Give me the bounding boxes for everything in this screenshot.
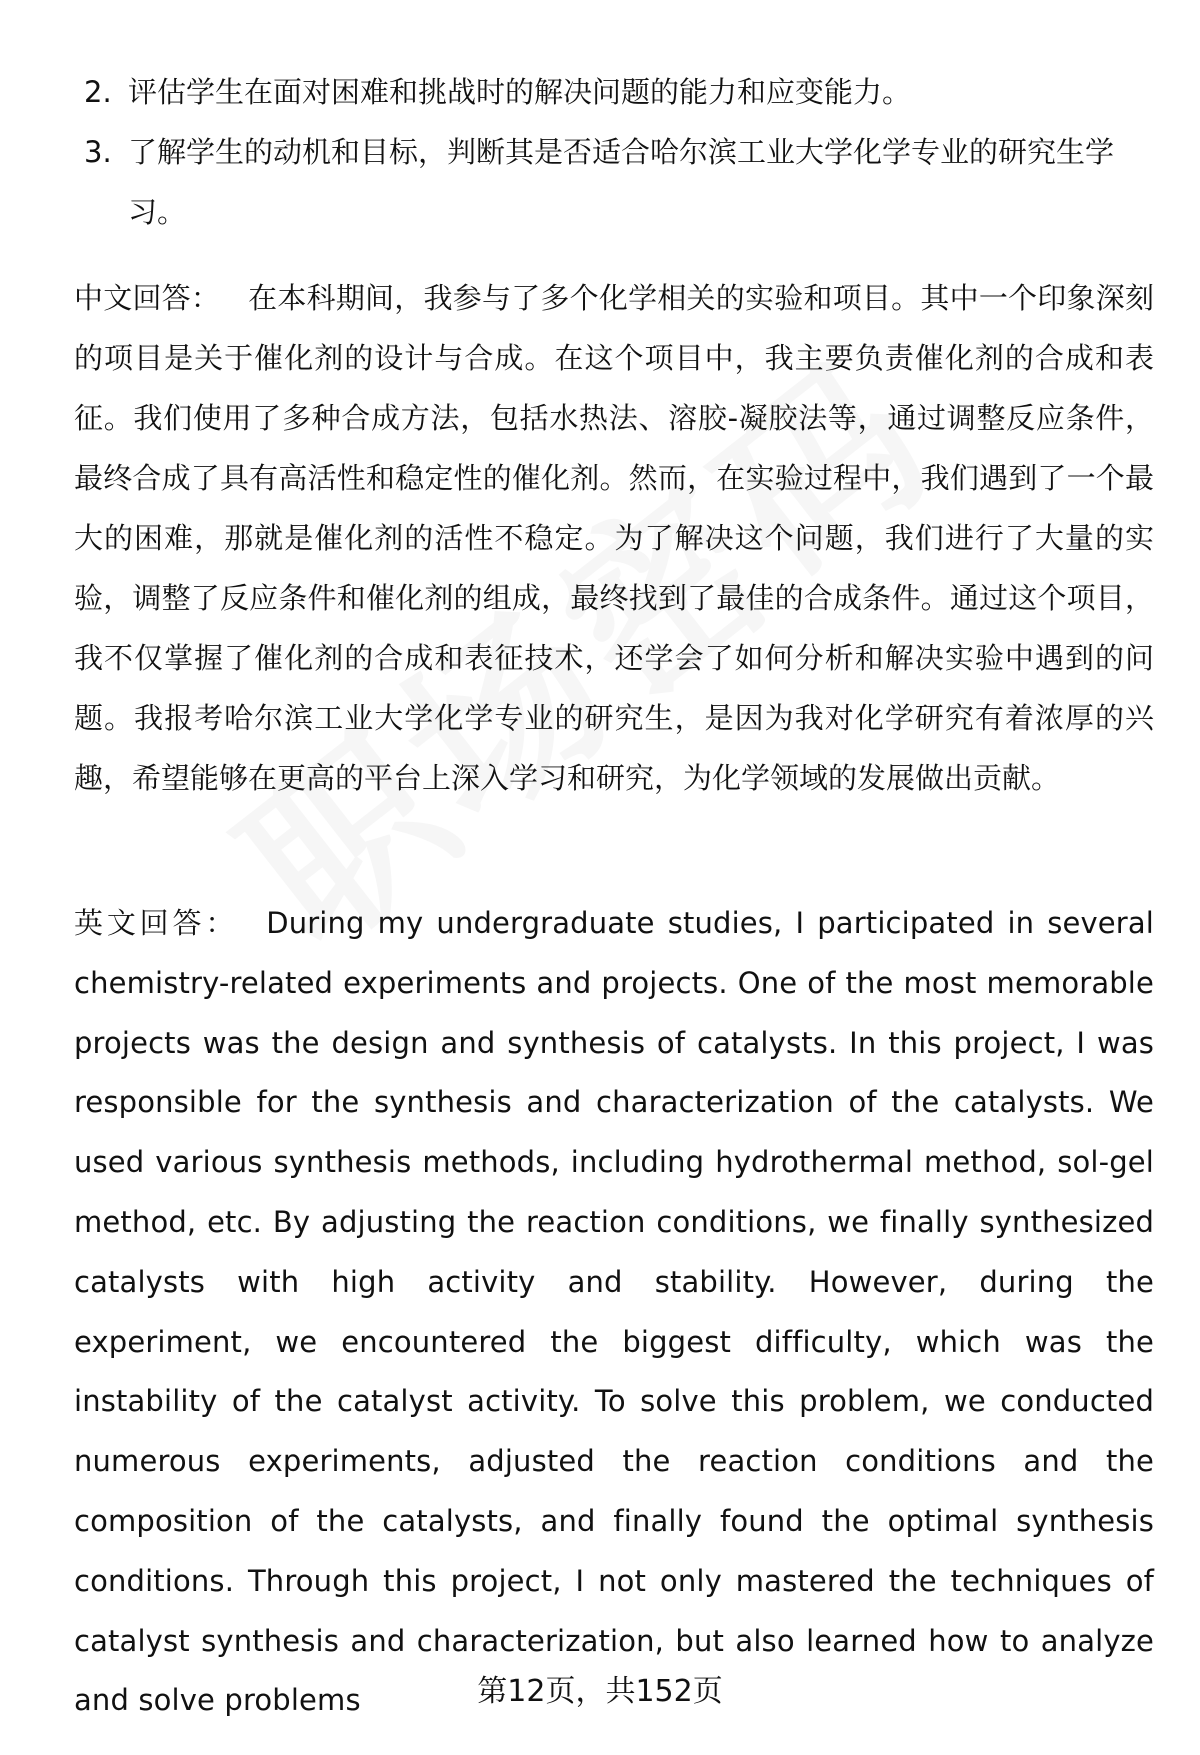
list-item-text: 了解学生的动机和目标，判断其是否适合哈尔滨工业大学化学专业的研究生学习。 bbox=[128, 135, 1115, 229]
list-item bbox=[72, 122, 1152, 242]
list-item-number: 3. bbox=[84, 135, 112, 169]
list-item-number: 2. bbox=[84, 75, 112, 109]
list-item bbox=[72, 62, 1152, 122]
english-answer-label: 英文回答： bbox=[74, 906, 239, 940]
criteria-list bbox=[72, 62, 1152, 242]
list-item-text: 评估学生在面对困难和挑战时的解决问题的能力和应变能力。 bbox=[128, 75, 912, 109]
chinese-answer-text: 在本科期间，我参与了多个化学相关的实验和项目。其中一个印象深刻的项目是关于催化剂的设计与合成。在这个项目中，我主要负责催化剂的合成和表征。我们使用了多种合成方法，包括水热法、溶胶-凝胶法等，通过调整反应条件，最终合成了具有高活性和稳定性的催化剂。然而，在实验过程中，我们遇到了一个最大的困难，那就是催化剂的活性不稳定。为了解决这个问题，我们进行了大量的实验，调整了反应条件和催化剂的组成，最终找到了最佳的合成条件。通过这个项目，我不仅掌握了催化剂的合成和表征技术，还学会了如何分析和解决实验中遇到的问题。我报考哈尔滨工业大学化学专业的研究生，是因为我对化学研究有着浓厚的兴趣，希望能够在更高的平台上深入学习和研究，为化学领域的发展做出贡献。 bbox=[74, 281, 1154, 795]
english-answer-text: During my undergraduate studies, I participated in several chemistry-related experiments and projects. One of the most memorable projects was the design and synthesis of catalysts. In this project, I was responsible for the synthesis and characterization of the catalysts. We used various synthesis methods, including hydrothermal method, sol-gel method, etc. By adjusting the reaction conditions, we finally synthesized catalysts with high activity and stability. However, during the experiment, we encountered the biggest difficulty, which was the instability of the catalyst activity. To solve this problem, we conducted numerous experiments, adjusted the reaction conditions and the composition of the catalysts, and finally found the optimal synthesis conditions. Through this project, I not only mastered the techniques of catalyst synthesis and characterization, but also learned how to analyze and solve problems bbox=[74, 906, 1154, 1718]
chinese-answer-label: 中文回答： bbox=[74, 281, 221, 315]
english-answer-paragraph bbox=[74, 894, 1154, 1731]
page-indicator: 第12页，共152页 bbox=[477, 1674, 723, 1709]
chinese-answer-paragraph bbox=[74, 268, 1154, 808]
